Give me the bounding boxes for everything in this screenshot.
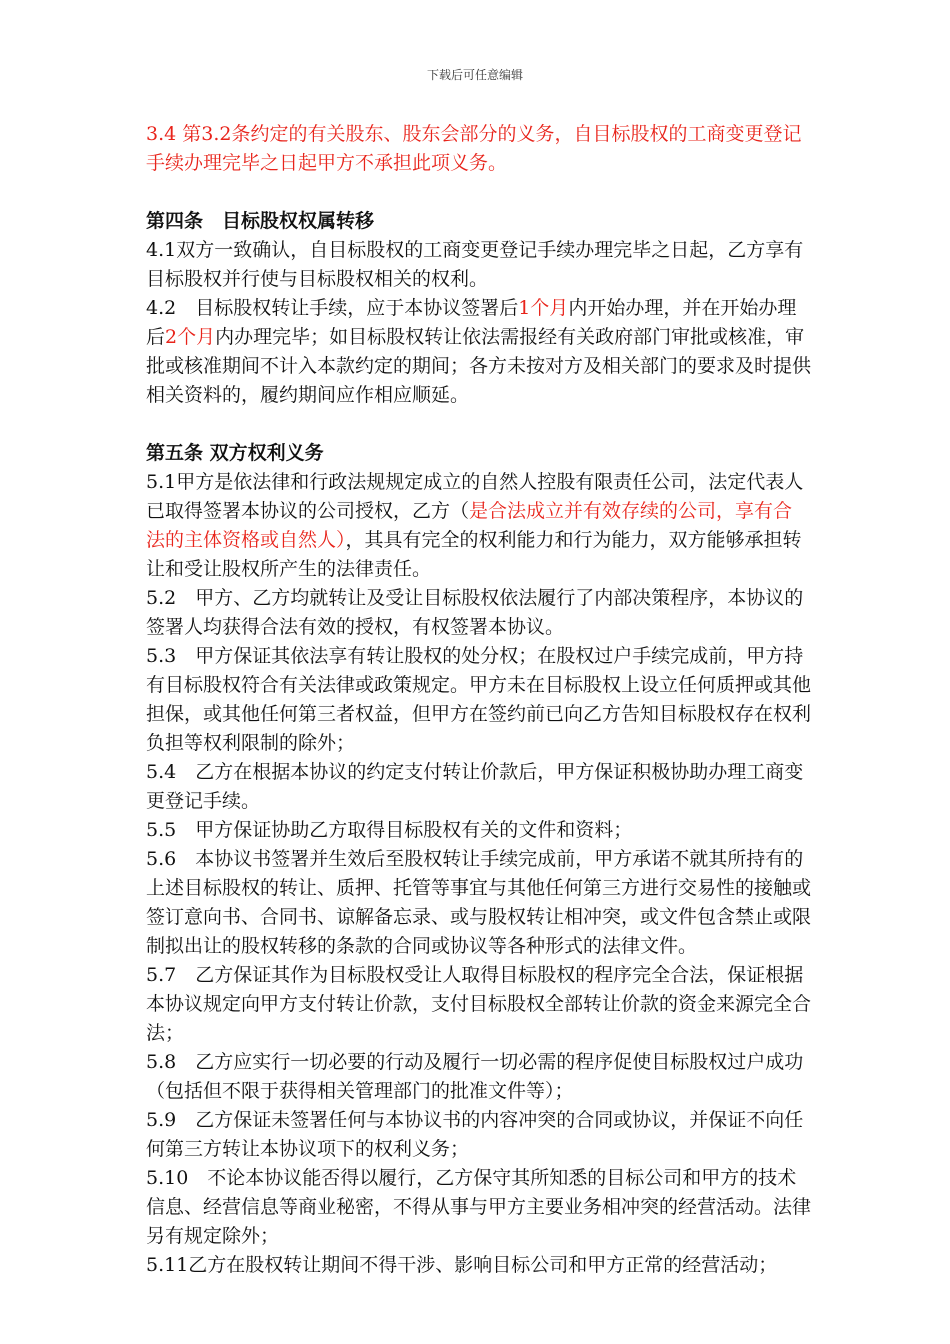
clause-5-3: 5.3 甲方保证其依法享有转让股权的处分权；在股权过户手续完成前，甲方持有目标股权符合有关法律或政策规定。甲方未在目标股权上设立任何质押或其他担保，或其他任何第三者权益，但甲方在签约前已向乙方告知目标股权存在权利负担等权利限制的除外； [146,645,812,754]
clause-5-1-party-b-status: 是合法成立并有效存续的公司，享有合法的主体资格或自然人） [146,500,793,551]
clause-5-7: 5.7 乙方保证其作为目标股权受让人取得目标股权的程序完全合法，保证根据本协议规定向甲方支付转让价款，支付目标股权全部转让价款的资金来源完全合法； [146,964,812,1044]
clause-5-5: 5.5 甲方保证协助乙方取得目标股权有关的文件和资料； [146,819,633,841]
article-4-heading: 第四条 目标股权权属转移 [146,210,375,232]
clause-5-10: 5.10 不论本协议能否得以履行，乙方保守其所知悉的目标公司和甲方的技术信息、经营信息等商业秘密，不得从事与甲方主要业务相冲突的经营活动。法律另有规定除外； [146,1167,812,1247]
clause-5-2: 5.2 甲方、乙方均就转让及受让目标股权依法履行了内部决策程序，本协议的签署人均获得合法有效的授权，有权签署本协议。 [146,587,804,638]
clause-5-1-text-c: ，其具有完全的权利能力和行为能力，双方能够承担转让和受让股权所产生的法律责任。 [146,529,802,580]
clause-5-4: 5.4 乙方在根据本协议的约定支付转让价款后，甲方保证积极协助办理工商变更登记手续。 [146,761,804,812]
clause-3-4: 3.4 第3.2条约定的有关股东、股东会部分的义务，自目标股权的工商变更登记手续办理完毕之日起甲方不承担此项义务。 [146,123,802,174]
clause-5-1 [146,468,811,584]
document-body [146,120,811,1280]
clause-5-9: 5.9 乙方保证未签署任何与本协议书的内容冲突的合同或协议，并保证不向任何第三方转让本协议项下的权利义务； [146,1109,804,1160]
clause-4-2-text-e: 内办理完毕；如目标股权转让依法需报经有关政府部门审批或核准，审批或核准期间不计入本款约定的期间；各方未按对方及相关部门的要求及时提供相关资料的，履约期间应作相应顺延。 [146,326,812,406]
clause-4-2 [146,294,811,410]
article-5-heading: 第五条 双方权利义务 [146,442,324,464]
clause-4-2-period-1: 1个月 [518,297,569,319]
clause-5-8: 5.8 乙方应实行一切必要的行动及履行一切必需的程序促使目标股权过户成功（包括但不限于获得相关管理部门的批准文件等）； [146,1051,804,1102]
clause-4-2-text-a: 4.2 目标股权转让手续，应于本协议签署后 [146,297,519,319]
clause-4-2-text-c: 内开始办理，并在开始办理后 [146,297,797,348]
clause-5-11: 5.11乙方在股权转让期间不得干涉、影响目标公司和甲方正常的经营活动； [146,1254,778,1276]
clause-4-2-period-2: 2个月 [165,326,216,348]
clause-5-6: 5.6 本协议书签署并生效后至股权转让手续完成前，甲方承诺不就其所持有的上述目标股权的转让、质押、托管等事宜与其他任何第三方进行交易性的接触或签订意向书、合同书、谅解备忘录、或与股权转让相冲突，或文件包含禁止或限制拟出让的股权转移的条款的合同或协议等各种形式的法律文件。 [146,848,812,957]
clause-5-1-text-a: 5.1甲方是依法律和行政法规规定成立的自然人控股有限责任公司，法定代表人已取得签署本协议的公司授权，乙方（ [146,471,804,522]
clause-4-1: 4.1双方一致确认，自目标股权的工商变更登记手续办理完毕之日起，乙方享有目标股权并行使与目标股权相关的权利。 [146,239,804,290]
page-header: 下载后可任意编辑 [426,68,523,82]
